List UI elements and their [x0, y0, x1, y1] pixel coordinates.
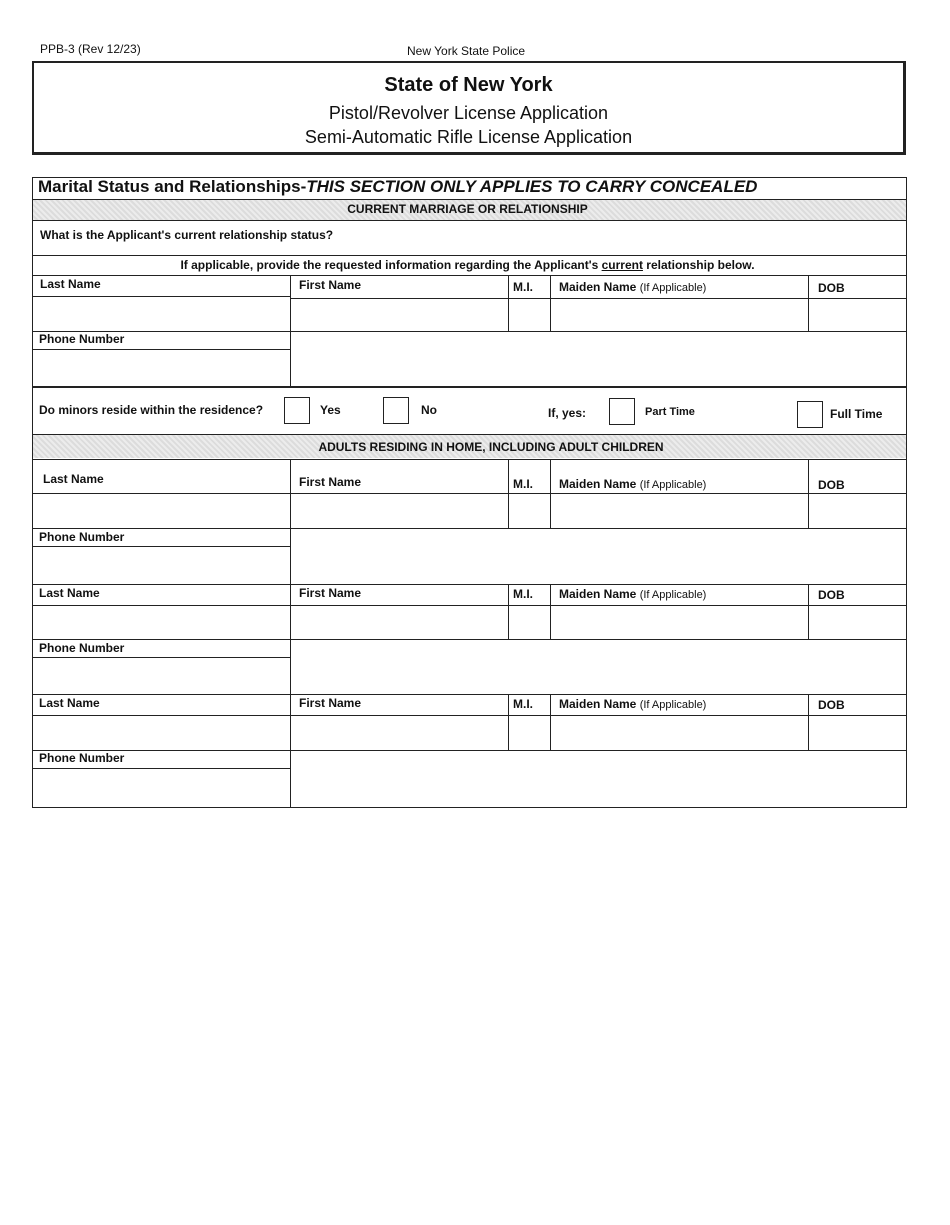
- divider: [290, 639, 291, 694]
- adult3-first-name-field[interactable]: [291, 716, 508, 749]
- minors-yes-label: Yes: [320, 403, 341, 417]
- adult2-mi-label: M.I.: [513, 587, 533, 601]
- title-box: [32, 61, 906, 155]
- section-title-italic: THIS SECTION ONLY APPLIES TO CARRY CONCEALED: [306, 177, 758, 196]
- form-id: PPB-3 (Rev 12/23): [40, 42, 141, 56]
- full-time-label: Full Time: [830, 407, 883, 421]
- part-time-checkbox[interactable]: [609, 398, 635, 425]
- adult3-first-name-label: First Name: [299, 696, 362, 710]
- adult3-phone-field[interactable]: [33, 769, 290, 806]
- divider: [32, 220, 907, 221]
- spouse-last-name-field[interactable]: [33, 297, 290, 331]
- divider: [32, 255, 907, 256]
- adult2-last-name-field[interactable]: [33, 606, 290, 638]
- divider: [290, 331, 291, 386]
- adult1-last-name-label: Last Name: [43, 472, 104, 486]
- minors-no-label: No: [421, 403, 437, 417]
- adult1-phone-label: Phone Number: [39, 530, 125, 544]
- adult2-phone-label: Phone Number: [39, 641, 125, 655]
- relationship-instruction: If applicable, provide the requested information regarding the Applicant's current relationship below.: [180, 258, 755, 272]
- adult1-dob-label: DOB: [818, 478, 845, 492]
- adult2-first-name-field[interactable]: [291, 606, 508, 638]
- minors-yes-checkbox[interactable]: [284, 397, 310, 424]
- adult1-mi-label: M.I.: [513, 477, 533, 491]
- divider: [32, 528, 907, 529]
- divider: [290, 528, 291, 584]
- divider: [32, 694, 907, 695]
- adult1-mi-field[interactable]: [509, 494, 550, 527]
- spouse-phone-field[interactable]: [33, 350, 290, 385]
- form-subtitle-rifle: Semi-Automatic Rifle License Application: [304, 127, 633, 147]
- adult3-phone-label: Phone Number: [39, 751, 125, 765]
- section-title: [38, 177, 757, 197]
- adult3-maiden-name-label: Maiden Name (If Applicable): [559, 697, 707, 711]
- adult1-first-name-field[interactable]: [291, 494, 508, 527]
- spouse-first-name-label: First Name: [299, 278, 362, 292]
- adult1-dob-field[interactable]: [809, 494, 906, 527]
- relationship-status-field[interactable]: [360, 222, 900, 254]
- divider: [32, 331, 907, 332]
- minors-no-checkbox[interactable]: [383, 397, 409, 424]
- adult1-first-name-label: First Name: [299, 475, 362, 489]
- adult3-dob-label: DOB: [818, 698, 845, 712]
- relationship-status-label: What is the Applicant's current relationship status?: [40, 228, 334, 242]
- form-subtitle-pistol: Pistol/Revolver License Application: [328, 103, 609, 123]
- adult3-mi-field[interactable]: [509, 716, 550, 749]
- adult2-maiden-name-field[interactable]: [551, 606, 808, 638]
- if-yes-label: If, yes:: [548, 406, 587, 420]
- adult1-phone-field[interactable]: [33, 547, 290, 583]
- divider: [32, 459, 907, 460]
- spouse-mi-label: M.I.: [513, 280, 533, 294]
- adult3-maiden-name-field[interactable]: [551, 716, 808, 749]
- adult2-first-name-label: First Name: [299, 586, 362, 600]
- adult2-phone-field[interactable]: [33, 658, 290, 693]
- adult2-dob-field[interactable]: [809, 606, 906, 638]
- current-relationship-heading: CURRENT MARRIAGE OR RELATIONSHIP: [347, 202, 588, 216]
- adult2-maiden-name-label: Maiden Name (If Applicable): [559, 587, 707, 601]
- adult3-mi-label: M.I.: [513, 697, 533, 711]
- adult3-last-name-label: Last Name: [39, 696, 100, 710]
- adult2-mi-field[interactable]: [509, 606, 550, 638]
- minors-question: Do minors reside within the residence?: [39, 403, 264, 417]
- divider: [32, 750, 907, 751]
- spouse-phone-label: Phone Number: [39, 332, 125, 346]
- adult3-last-name-field[interactable]: [33, 716, 290, 749]
- spouse-dob-field[interactable]: [809, 299, 906, 331]
- full-time-checkbox[interactable]: [797, 401, 823, 428]
- adult3-dob-field[interactable]: [809, 716, 906, 749]
- part-time-label: Part Time: [645, 406, 695, 418]
- spouse-first-name-field[interactable]: [291, 299, 508, 331]
- spouse-maiden-name-field[interactable]: [551, 299, 808, 331]
- divider: [32, 584, 907, 585]
- divider: [32, 275, 907, 276]
- adult2-last-name-label: Last Name: [39, 586, 100, 600]
- adult1-maiden-name-field[interactable]: [551, 494, 808, 527]
- agency-name: New York State Police: [407, 44, 526, 58]
- divider: [32, 386, 907, 388]
- adult2-dob-label: DOB: [818, 588, 845, 602]
- section-title-plain: Marital Status and Relationships-: [38, 177, 307, 196]
- spouse-dob-label: DOB: [818, 281, 845, 295]
- divider: [290, 750, 291, 807]
- spouse-mi-field[interactable]: [509, 299, 550, 331]
- adults-heading: ADULTS RESIDING IN HOME, INCLUDING ADULT CHILDREN: [318, 440, 664, 454]
- adult1-last-name-field[interactable]: [33, 494, 290, 527]
- spouse-last-name-label: Last Name: [40, 277, 101, 291]
- spouse-maiden-name-label: Maiden Name (If Applicable): [559, 280, 707, 294]
- divider: [32, 639, 907, 640]
- form-title: State of New York: [384, 74, 553, 96]
- adult1-maiden-name-label: Maiden Name (If Applicable): [559, 477, 707, 491]
- current-underlined: current: [601, 258, 643, 272]
